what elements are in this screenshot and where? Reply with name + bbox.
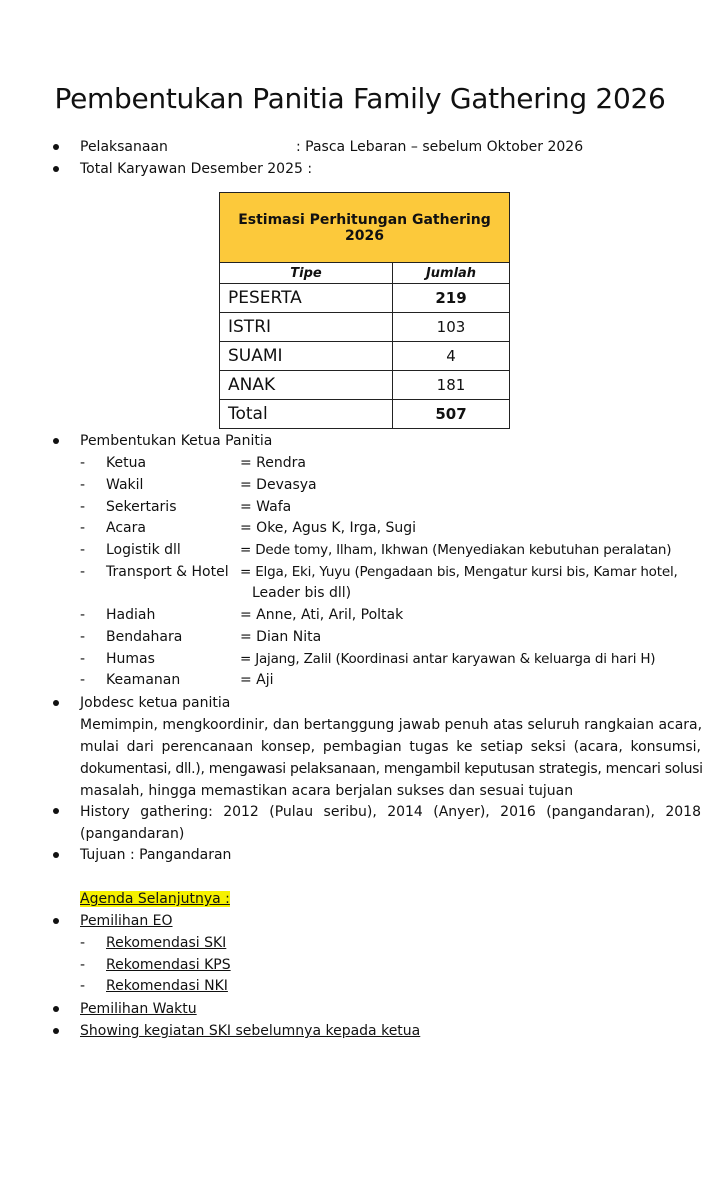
total-karyawan-label: Total Karyawan Desember 2025 : — [80, 161, 313, 177]
dash-icon: - — [80, 672, 86, 688]
bullet-icon — [53, 1028, 59, 1034]
showing-kegiatan: Showing kegiatan SKI sebelumnya kepada ketua — [80, 1023, 421, 1039]
bullet-icon — [53, 144, 59, 150]
tipe-cell: SUAMI — [220, 342, 393, 371]
pemilihan-waktu: Pemilihan Waktu — [80, 1001, 197, 1017]
dash-icon: - — [80, 629, 86, 645]
committee-role: Keamanan — [106, 672, 181, 688]
column-header-tipe: Tipe — [220, 263, 393, 284]
bullet-icon — [53, 438, 59, 444]
committee-role: Bendahara — [106, 629, 183, 645]
dash-icon: - — [80, 935, 86, 951]
agenda-heading — [80, 889, 230, 909]
committee-members: = Oke, Agus K, Irga, Sugi — [240, 520, 417, 536]
committee-members: = Anne, Ati, Aril, Poltak — [240, 607, 404, 623]
dash-icon: - — [80, 564, 86, 580]
committee-role: Transport & Hotel — [106, 564, 229, 580]
committee-members: = Dede tomy, Ilham, Ikhwan (Menyediakan kebutuhan peralatan) — [240, 542, 672, 558]
bullet-icon — [53, 166, 59, 172]
rekomendasi-item: Rekomendasi NKI — [106, 978, 228, 994]
column-header-jumlah: Jumlah — [393, 263, 510, 284]
estimation-table — [219, 192, 510, 429]
jobdesc-line: mulai dari perencanaan konsep, pembagian tugas ke setiap seksi (acara, konsumsi, — [80, 739, 701, 755]
pelaksanaan-value: : Pasca Lebaran – sebelum Oktober 2026 — [296, 139, 584, 155]
dash-icon: - — [80, 520, 86, 536]
history-line: (pangandaran) — [80, 826, 185, 842]
pelaksanaan-label: Pelaksanaan — [80, 139, 168, 155]
history-line: History gathering: 2012 (Pulau seribu), 2014 (Anyer), 2016 (pangandaran), 2018 — [80, 804, 701, 820]
jumlah-cell: 219 — [393, 284, 510, 313]
table-row — [220, 284, 510, 313]
rekomendasi-item: Rekomendasi SKI — [106, 935, 227, 951]
bullet-icon — [53, 700, 59, 706]
dash-icon: - — [80, 455, 86, 471]
dash-icon: - — [80, 499, 86, 515]
agenda-heading-text: Agenda Selanjutnya : — [80, 891, 230, 907]
jobdesc-line: masalah, hingga memastikan acara berjalan sukses dan sesuai tujuan — [80, 783, 574, 799]
tipe-cell: ANAK — [220, 371, 393, 400]
committee-role: Ketua — [106, 455, 147, 471]
bullet-icon — [53, 808, 59, 814]
history-paragraph — [80, 801, 701, 845]
bullet-icon — [53, 1006, 59, 1012]
tipe-cell: Total — [220, 400, 393, 429]
jobdesc-line: dokumentasi, dll.), mengawasi pelaksanaan, mengambil keputusan strategis, mencari solusi — [80, 761, 703, 777]
bullet-icon — [53, 852, 59, 858]
jumlah-cell: 103 — [393, 313, 510, 342]
table-row-total — [220, 400, 510, 429]
committee-role: Humas — [106, 651, 155, 667]
committee-members: = Wafa — [240, 499, 292, 515]
tipe-cell: ISTRI — [220, 313, 393, 342]
bullet-icon — [53, 918, 59, 924]
dash-icon: - — [80, 542, 86, 558]
jobdesc-paragraph — [80, 714, 701, 802]
committee-role: Logistik dll — [106, 542, 181, 558]
jumlah-cell: 181 — [393, 371, 510, 400]
jumlah-cell: 4 — [393, 342, 510, 371]
committee-role: Hadiah — [106, 607, 156, 623]
committee-members: = Rendra — [240, 455, 306, 471]
committee-role: Wakil — [106, 477, 144, 493]
committee-role: Acara — [106, 520, 146, 536]
page-title: Pembentukan Panitia Family Gathering 2026 — [54, 82, 666, 115]
committee-members-continued: Leader bis dll) — [252, 585, 352, 601]
rekomendasi-item: Rekomendasi KPS — [106, 957, 231, 973]
committee-members: = Elga, Eki, Yuyu (Pengadaan bis, Mengatur kursi bis, Kamar hotel, — [240, 564, 678, 580]
jobdesc-line: Memimpin, mengkoordinir, dan bertanggung jawab penuh atas seluruh rangkaian acara, — [80, 717, 703, 733]
dash-icon: - — [80, 607, 86, 623]
jumlah-cell: 507 — [393, 400, 510, 429]
table-row — [220, 313, 510, 342]
committee-role: Sekertaris — [106, 499, 177, 515]
ketua-heading: Pembentukan Ketua Panitia — [80, 433, 273, 449]
committee-members: = Aji — [240, 672, 274, 688]
dash-icon: - — [80, 978, 86, 994]
table-row — [220, 342, 510, 371]
tujuan-text: Tujuan : Pangandaran — [80, 847, 232, 863]
committee-members: = Devasya — [240, 477, 317, 493]
dash-icon: - — [80, 651, 86, 667]
table-row — [220, 371, 510, 400]
jobdesc-heading: Jobdesc ketua panitia — [80, 695, 231, 711]
committee-members: = Jajang, Zalil (Koordinasi antar karyawan & keluarga di hari H) — [240, 651, 656, 667]
tipe-cell: PESERTA — [220, 284, 393, 313]
pemilihan-eo: Pemilihan EO — [80, 913, 173, 929]
table-heading: Estimasi Perhitungan Gathering 2026 — [220, 193, 510, 263]
dash-icon: - — [80, 477, 86, 493]
dash-icon: - — [80, 957, 86, 973]
committee-members: = Dian Nita — [240, 629, 322, 645]
